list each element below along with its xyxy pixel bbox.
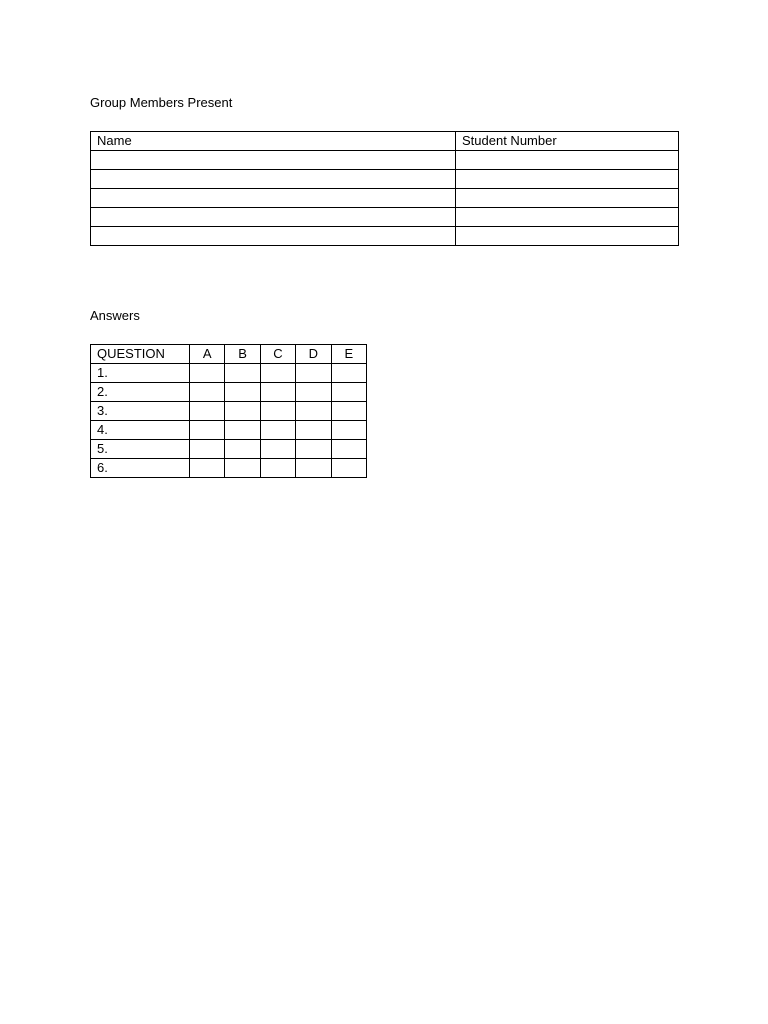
option-c-column-header: C bbox=[260, 345, 295, 364]
answers-table bbox=[90, 344, 367, 478]
answer-c-cell[interactable] bbox=[260, 383, 295, 402]
table-row bbox=[91, 402, 367, 421]
question-number-cell: 2. bbox=[91, 383, 190, 402]
table-row bbox=[91, 227, 679, 246]
answer-c-cell[interactable] bbox=[260, 421, 295, 440]
option-d-column-header: D bbox=[296, 345, 331, 364]
answer-a-cell[interactable] bbox=[190, 383, 225, 402]
option-a-column-header: A bbox=[190, 345, 225, 364]
answer-d-cell[interactable] bbox=[296, 364, 331, 383]
answer-e-cell[interactable] bbox=[331, 440, 366, 459]
answer-a-cell[interactable] bbox=[190, 421, 225, 440]
answer-c-cell[interactable] bbox=[260, 402, 295, 421]
name-cell[interactable] bbox=[91, 208, 456, 227]
group-members-table bbox=[90, 131, 679, 246]
answer-a-cell[interactable] bbox=[190, 364, 225, 383]
table-row bbox=[91, 208, 679, 227]
answer-e-cell[interactable] bbox=[331, 421, 366, 440]
answer-e-cell[interactable] bbox=[331, 364, 366, 383]
name-cell[interactable] bbox=[91, 170, 456, 189]
table-row bbox=[91, 170, 679, 189]
student-number-cell[interactable] bbox=[456, 227, 679, 246]
name-cell[interactable] bbox=[91, 151, 456, 170]
table-row bbox=[91, 151, 679, 170]
table-row bbox=[91, 440, 367, 459]
answer-d-cell[interactable] bbox=[296, 383, 331, 402]
name-cell[interactable] bbox=[91, 189, 456, 208]
answer-d-cell[interactable] bbox=[296, 421, 331, 440]
answer-b-cell[interactable] bbox=[225, 440, 260, 459]
answer-b-cell[interactable] bbox=[225, 383, 260, 402]
table-row bbox=[91, 459, 367, 478]
answer-d-cell[interactable] bbox=[296, 440, 331, 459]
answers-heading: Answers bbox=[90, 308, 140, 323]
answer-d-cell[interactable] bbox=[296, 459, 331, 478]
student-number-cell[interactable] bbox=[456, 170, 679, 189]
answer-e-cell[interactable] bbox=[331, 383, 366, 402]
question-number-cell: 4. bbox=[91, 421, 190, 440]
answer-e-cell[interactable] bbox=[331, 459, 366, 478]
answer-d-cell[interactable] bbox=[296, 402, 331, 421]
table-row bbox=[91, 189, 679, 208]
student-number-cell[interactable] bbox=[456, 208, 679, 227]
answer-c-cell[interactable] bbox=[260, 440, 295, 459]
question-number-cell: 5. bbox=[91, 440, 190, 459]
table-row bbox=[91, 421, 367, 440]
option-b-column-header: B bbox=[225, 345, 260, 364]
answer-b-cell[interactable] bbox=[225, 402, 260, 421]
table-header-row bbox=[91, 345, 367, 364]
question-number-cell: 6. bbox=[91, 459, 190, 478]
question-number-cell: 1. bbox=[91, 364, 190, 383]
student-number-cell[interactable] bbox=[456, 151, 679, 170]
answer-a-cell[interactable] bbox=[190, 440, 225, 459]
table-row bbox=[91, 364, 367, 383]
answer-b-cell[interactable] bbox=[225, 364, 260, 383]
student-number-cell[interactable] bbox=[456, 189, 679, 208]
table-header-row bbox=[91, 132, 679, 151]
name-column-header: Name bbox=[91, 132, 456, 151]
name-cell[interactable] bbox=[91, 227, 456, 246]
question-column-header: QUESTION bbox=[91, 345, 190, 364]
answer-e-cell[interactable] bbox=[331, 402, 366, 421]
answer-a-cell[interactable] bbox=[190, 402, 225, 421]
answer-b-cell[interactable] bbox=[225, 421, 260, 440]
group-members-heading: Group Members Present bbox=[90, 95, 233, 110]
option-e-column-header: E bbox=[331, 345, 366, 364]
student-number-column-header: Student Number bbox=[456, 132, 679, 151]
question-number-cell: 3. bbox=[91, 402, 190, 421]
table-row bbox=[91, 383, 367, 402]
answer-b-cell[interactable] bbox=[225, 459, 260, 478]
answer-a-cell[interactable] bbox=[190, 459, 225, 478]
answer-c-cell[interactable] bbox=[260, 459, 295, 478]
answer-c-cell[interactable] bbox=[260, 364, 295, 383]
